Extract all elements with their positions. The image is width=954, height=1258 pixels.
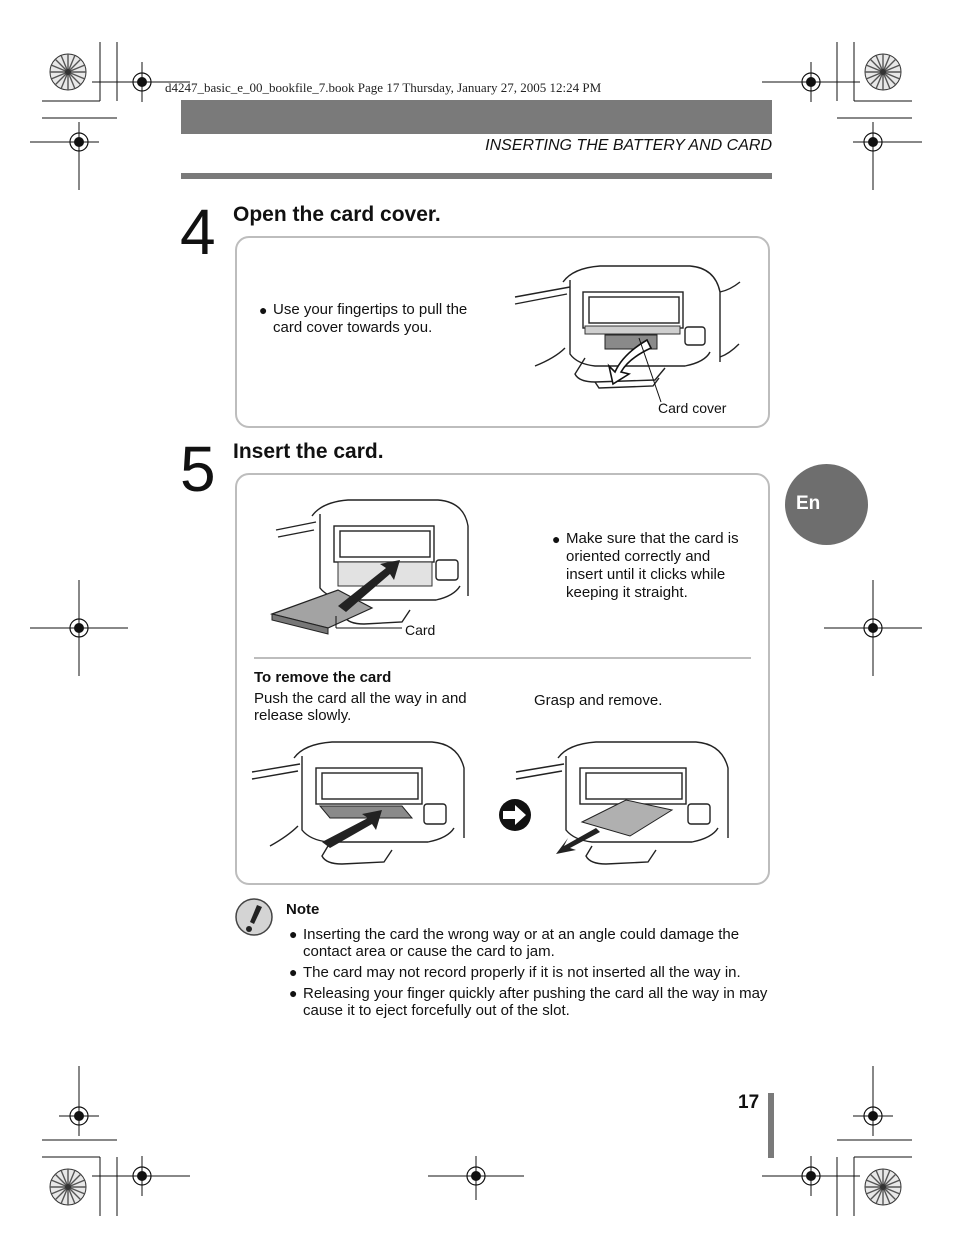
language-tab-label: En xyxy=(796,493,821,514)
page-number-bar xyxy=(768,1093,774,1158)
bullet-dot-icon: ● xyxy=(289,985,298,1001)
bullet-line: oriented correctly and xyxy=(566,548,711,565)
header-rule xyxy=(181,173,772,179)
page-number: 17 xyxy=(738,1092,760,1113)
note-item xyxy=(289,964,769,981)
remove-card-illustration xyxy=(516,738,746,868)
bullet-line: keeping it straight. xyxy=(566,584,688,601)
step-title: Open the card cover. xyxy=(233,203,441,226)
note-heading: Note xyxy=(286,901,320,918)
step-number: 4 xyxy=(180,196,216,268)
note-item xyxy=(289,985,774,1019)
remove-card-heading: To remove the card xyxy=(254,669,392,686)
note-item xyxy=(289,926,769,960)
figure-label: Card cover xyxy=(658,400,727,416)
exclamation-note-icon xyxy=(235,898,275,938)
bullet-dot-icon: ● xyxy=(259,302,268,318)
bullet-item xyxy=(552,530,762,602)
bullet-item xyxy=(259,301,489,337)
bullet-line: Use your fingertips to pull the xyxy=(273,301,468,318)
remove-step-line: release slowly. xyxy=(254,707,352,724)
note-line: contact area or cause the card to jam. xyxy=(303,943,555,960)
language-tab xyxy=(785,464,868,545)
bullet-dot-icon: ● xyxy=(289,964,298,980)
bullet-line: card cover towards you. xyxy=(273,319,433,336)
header-bar xyxy=(181,100,772,134)
note-line: Inserting the card the wrong way or at an angle could damage the xyxy=(303,926,740,943)
card-cover-illustration xyxy=(515,262,745,392)
step-title: Insert the card. xyxy=(233,440,384,463)
note-line: The card may not record properly if it is not inserted all the way in. xyxy=(303,964,741,981)
push-card-illustration xyxy=(252,738,482,868)
remove-step-text xyxy=(254,690,494,724)
section-divider xyxy=(254,657,751,659)
bullet-dot-icon: ● xyxy=(552,531,561,547)
step-number: 5 xyxy=(180,433,216,505)
remove-step-text: Grasp and remove. xyxy=(534,692,663,709)
printer-slug-line: d4247_basic_e_00_bookfile_7.book Page 17 Thursday, January 27, 2005 12:24 PM xyxy=(165,80,602,95)
figure-label: Card xyxy=(405,622,436,638)
note-line: cause it to eject forcefully out of the slot. xyxy=(303,1002,570,1019)
bullet-dot-icon: ● xyxy=(289,926,298,942)
insert-card-illustration xyxy=(268,492,488,632)
section-title: INSERTING THE BATTERY AND CARD xyxy=(485,137,772,154)
note-line: Releasing your finger quickly after pushing the card all the way in may xyxy=(303,985,768,1002)
bullet-line: Make sure that the card is xyxy=(566,530,739,547)
bullet-line: insert until it clicks while xyxy=(566,566,726,583)
remove-step-line: Push the card all the way in and xyxy=(254,690,467,707)
